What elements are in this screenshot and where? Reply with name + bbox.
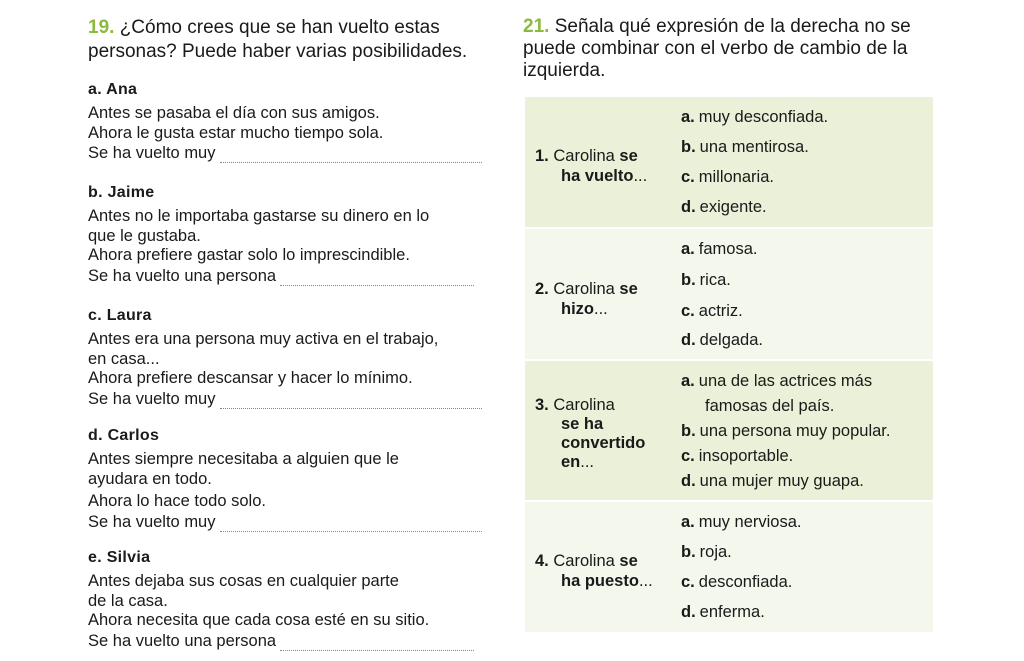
option[interactable]: [681, 419, 890, 444]
fill-prompt: Se ha vuelto muy: [88, 389, 216, 408]
option-letter: d.: [681, 472, 696, 490]
person-line: Ahora necesita que cada cosa esté en su sitio.: [88, 611, 430, 629]
item-1: [525, 97, 933, 227]
person-name: e. Silvia: [88, 549, 151, 566]
answer-blank[interactable]: [280, 636, 474, 651]
item-verb-start: se: [619, 280, 638, 298]
item-subject: Carolina: [553, 147, 615, 165]
exercise-21: [523, 16, 933, 621]
person-laura: [88, 306, 508, 409]
option-letter: d.: [681, 198, 696, 216]
item-subject: Carolina: [553, 280, 615, 298]
exercise-19-heading: [88, 16, 508, 64]
option-letter: b.: [681, 543, 696, 561]
item-verb-rest: ha vuelto: [561, 167, 634, 185]
option[interactable]: [681, 165, 774, 190]
fill-prompt: Se ha vuelto muy: [88, 512, 216, 531]
option-text: roja.: [699, 543, 732, 561]
exercise-21-title: Señala qué expresión de la derecha no se puede combinar con el verbo de cambio de la izquierda.: [523, 16, 911, 81]
option[interactable]: [681, 570, 792, 595]
answer-line: [88, 631, 508, 651]
option[interactable]: [681, 268, 731, 293]
option[interactable]: [681, 540, 732, 565]
person-name: a. Ana: [88, 81, 138, 98]
item-subject: Carolina: [553, 552, 615, 570]
option-letter: c.: [681, 573, 695, 591]
answer-blank[interactable]: [220, 148, 482, 163]
option-text: famosa.: [698, 240, 758, 258]
person-name: d. Carlos: [88, 427, 160, 444]
person-carlos: [88, 426, 508, 532]
option[interactable]: [681, 369, 872, 419]
option-letter: b.: [681, 271, 696, 289]
item-number: 4.: [535, 552, 549, 570]
option-letter: c.: [681, 168, 695, 186]
item-verb-rest: se ha convertido en: [561, 415, 646, 471]
option-letter: a.: [681, 108, 695, 126]
option-text: enferma.: [699, 603, 765, 621]
option-letter: c.: [681, 302, 695, 320]
item-lead: [535, 551, 653, 591]
fill-prompt: Se ha vuelto una persona: [88, 266, 277, 285]
option-text: delgada.: [699, 331, 763, 349]
item-ellipsis: ...: [580, 453, 595, 471]
option-text-continued: famosas del país.: [705, 397, 835, 415]
item-verb-rest: hizo: [561, 300, 594, 318]
option-letter: d.: [681, 603, 696, 621]
person-ana: [88, 80, 508, 163]
option-text: una persona muy popular.: [699, 422, 891, 440]
option-text: desconfiada.: [698, 573, 793, 591]
option-letter: a.: [681, 240, 695, 258]
item-2: [525, 229, 933, 359]
person-line: que le gustaba.: [88, 226, 201, 245]
person-name: b. Jaime: [88, 184, 155, 201]
item-verb-start: se: [619, 552, 638, 570]
option-letter: c.: [681, 447, 695, 465]
item-verb-start: se: [619, 147, 638, 165]
person-line: ayudara en todo.: [88, 469, 212, 488]
option-text: muy nerviosa.: [698, 513, 802, 531]
option-letter: a.: [681, 513, 695, 531]
person-line: Antes dejaba sus cosas en cualquier parte: [88, 572, 399, 590]
exercise-19-title: ¿Cómo crees que se han vuelto estas personas? Puede haber varias posibilidades.: [88, 17, 468, 62]
option[interactable]: [681, 299, 743, 324]
answer-blank[interactable]: [220, 394, 482, 409]
option[interactable]: [681, 469, 864, 494]
option-text: muy desconfiada.: [698, 108, 829, 126]
option[interactable]: [681, 195, 767, 220]
exercise-19-number: 19.: [88, 17, 115, 38]
item-number: 3.: [535, 396, 549, 414]
person-jaime: [88, 183, 508, 286]
item-4: [525, 502, 933, 632]
fill-prompt: Se ha vuelto muy: [88, 144, 216, 162]
item-ellipsis: ...: [633, 167, 648, 185]
item-subject: Carolina: [553, 396, 615, 414]
person-line: Antes siempre necesitaba a alguien que le: [88, 450, 399, 468]
option[interactable]: [681, 135, 809, 160]
exercise-21-heading: [523, 16, 933, 82]
option[interactable]: [681, 600, 765, 625]
answer-line: [88, 389, 508, 409]
answer-blank[interactable]: [280, 271, 474, 286]
option-text: una mentirosa.: [699, 138, 809, 156]
item-ellipsis: ...: [638, 572, 653, 590]
person-line: Antes se pasaba el día con sus amigos.: [88, 104, 380, 122]
answer-line: [88, 266, 508, 286]
item-ellipsis: ...: [594, 300, 608, 318]
answer-line: [88, 512, 508, 532]
person-name: c. Laura: [88, 307, 152, 324]
person-line: Ahora lo hace todo solo.: [88, 492, 266, 510]
item-lead: [535, 395, 645, 472]
option-text: una de las actrices más: [698, 372, 873, 390]
option[interactable]: [681, 510, 801, 535]
person-line: Ahora prefiere gastar solo lo imprescindible.: [88, 246, 410, 264]
item-lead: [535, 279, 638, 319]
option-text: rica.: [699, 271, 731, 289]
option-text: exigente.: [699, 198, 767, 216]
person-line: Antes era una persona muy activa en el trabajo,: [88, 330, 439, 348]
option-letter: d.: [681, 331, 696, 349]
fill-prompt: Se ha vuelto una persona: [88, 631, 277, 650]
option-letter: b.: [681, 422, 696, 440]
item-lead: [535, 146, 647, 186]
person-line: en casa...: [88, 349, 160, 368]
answer-line: [88, 143, 508, 163]
answer-blank[interactable]: [220, 517, 482, 532]
option-text: actriz.: [698, 302, 743, 320]
option-letter: b.: [681, 138, 696, 156]
option-letter: a.: [681, 372, 695, 390]
option-text: millonaria.: [698, 168, 774, 186]
item-verb-rest: ha puesto: [561, 572, 639, 590]
option-text: una mujer muy guapa.: [699, 472, 864, 490]
option[interactable]: [681, 237, 757, 262]
item-number: 2.: [535, 280, 549, 298]
person-line: Ahora le gusta estar mucho tiempo sola.: [88, 123, 384, 142]
option[interactable]: [681, 444, 793, 469]
item-number: 1.: [535, 147, 549, 165]
person-line: Ahora prefiere descansar y hacer lo mínimo.: [88, 369, 413, 387]
person-line: Antes no le importaba gastarse su dinero en lo: [88, 207, 430, 225]
person-silvia: [88, 548, 508, 651]
option-text: insoportable.: [698, 447, 794, 465]
option[interactable]: [681, 105, 828, 130]
item-3: [525, 361, 933, 500]
person-line: de la casa.: [88, 591, 168, 610]
exercise-19: [88, 16, 508, 650]
exercise-21-number: 21.: [523, 16, 550, 37]
option[interactable]: [681, 328, 763, 353]
